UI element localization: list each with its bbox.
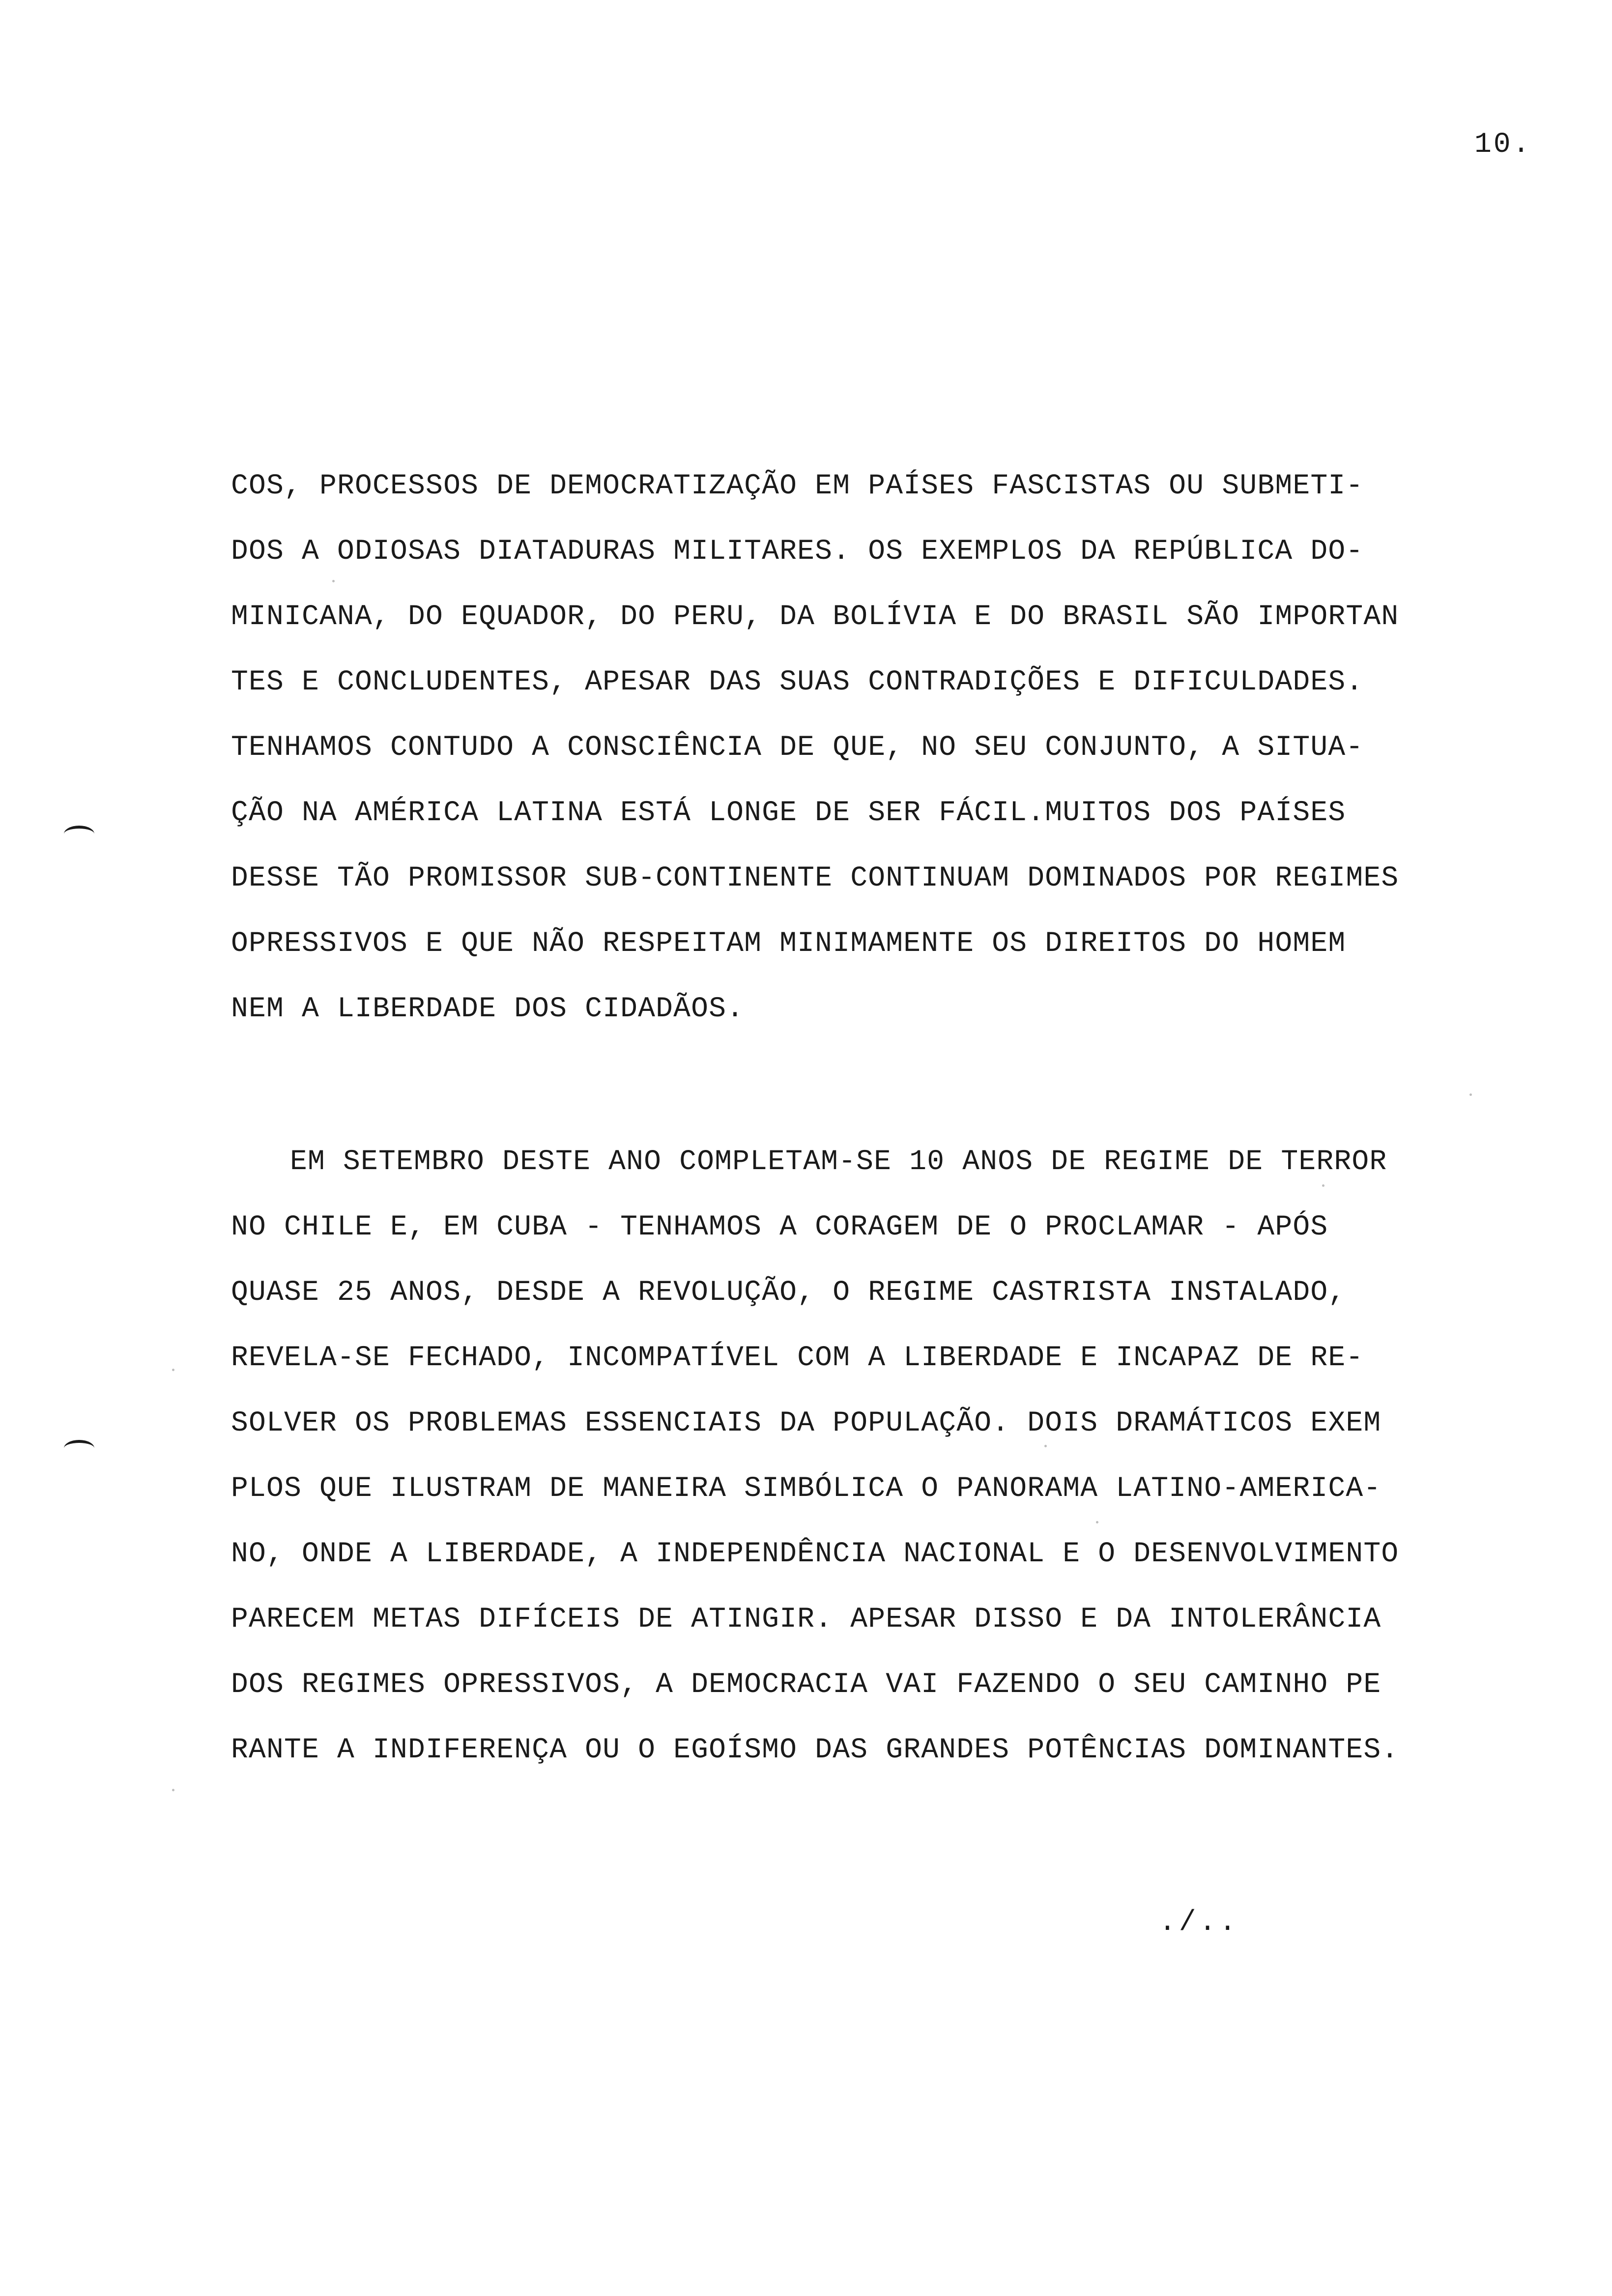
paragraph-2-line: NO, ONDE A LIBERDADE, A INDEPENDÊNCIA NACIONAL E O DESENVOLVIMENTO [231,1538,1399,1570]
paragraph-2-line: QUASE 25 ANOS, DESDE A REVOLUÇÃO, O REGIME CASTRISTA INSTALADO, [231,1277,1346,1309]
paragraph-1-line: TES E CONCLUDENTES, APESAR DAS SUAS CONTRADIÇÕES E DIFICULDADES. [231,666,1364,698]
scan-speck [1469,1093,1472,1096]
paragraph-2-line: EM SETEMBRO DESTE ANO COMPLETAM-SE 10 ANOS DE REGIME DE TERROR [290,1146,1387,1178]
paragraph-1-line: DESSE TÃO PROMISSOR SUB-CONTINENTE CONTINUAM DOMINADOS POR REGIMES [231,862,1399,894]
paragraph-1-line: OPRESSIVOS E QUE NÃO RESPEITAM MINIMAMENTE OS DIREITOS DO HOMEM [231,928,1346,960]
paragraph-1-line: ÇÃO NA AMÉRICA LATINA ESTÁ LONGE DE SER FÁCIL.MUITOS DOS PAÍSES [231,797,1346,829]
scan-speck [172,1369,174,1371]
paragraph-1-line: MINICANA, DO EQUADOR, DO PERU, DA BOLÍVIA E DO BRASIL SÃO IMPORTAN [231,601,1399,633]
paragraph-2-line: RANTE A INDIFERENÇA OU O EGOÍSMO DAS GRANDES POTÊNCIAS DOMINANTES. [231,1734,1399,1766]
scan-speck [1322,1184,1324,1187]
scan-speck [1044,1445,1047,1447]
scan-speck [172,1789,174,1791]
page-number: 10. [1474,129,1532,161]
scan-speck [1096,1521,1098,1523]
paragraph-2-line: DOS REGIMES OPRESSIVOS, A DEMOCRACIA VAI FAZENDO O SEU CAMINHO PE [231,1669,1382,1701]
paragraph-2-line: NO CHILE E, EM CUBA - TENHAMOS A CORAGEM DE O PROCLAMAR - APÓS [231,1211,1328,1243]
continuation-mark: ./.. [1159,1907,1239,1939]
paragraph-1-line: DOS A ODIOSAS DIATADURAS MILITARES. OS EXEMPLOS DA REPÚBLICA DO- [231,536,1364,568]
paragraph-1-line: COS, PROCESSOS DE DEMOCRATIZAÇÃO EM PAÍSES FASCISTAS OU SUBMETI- [231,470,1364,502]
margin-mark [64,826,94,842]
margin-mark [64,1440,94,1457]
paragraph-1-line: NEM A LIBERDADE DOS CIDADÃOS. [231,993,745,1025]
paragraph-2-line: SOLVER OS PROBLEMAS ESSENCIAIS DA POPULAÇÃO. DOIS DRAMÁTICOS EXEM [231,1407,1382,1439]
paragraph-2-line: PARECEM METAS DIFÍCEIS DE ATINGIR. APESAR DISSO E DA INTOLERÂNCIA [231,1604,1382,1636]
paragraph-2-line: PLOS QUE ILUSTRAM DE MANEIRA SIMBÓLICA O PANORAMA LATINO-AMERICA- [231,1473,1382,1505]
paragraph-1-line: TENHAMOS CONTUDO A CONSCIÊNCIA DE QUE, NO SEU CONJUNTO, A SITUA- [231,732,1364,764]
paragraph-2-line: REVELA-SE FECHADO, INCOMPATÍVEL COM A LIBERDADE E INCAPAZ DE RE- [231,1342,1364,1374]
scan-speck [332,580,335,582]
